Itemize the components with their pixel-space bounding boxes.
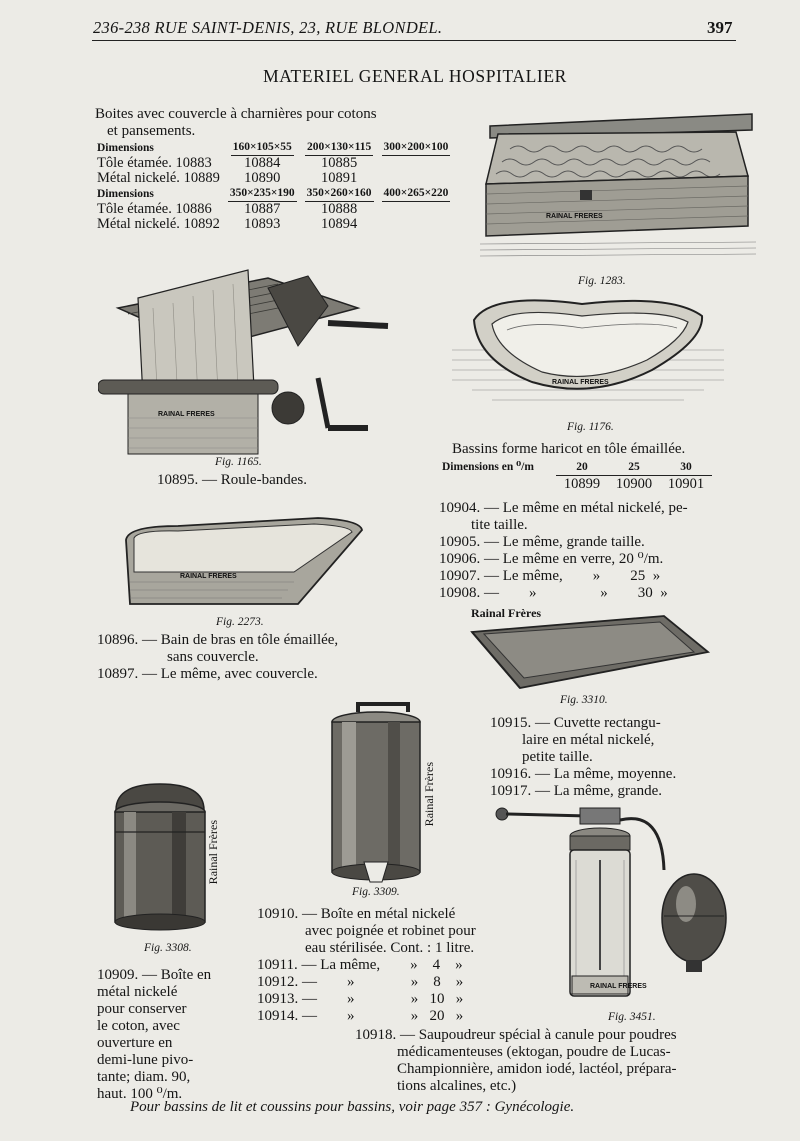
list-item: 10910. — Boîte en métal nickelé — [257, 906, 456, 922]
cuvette-brand: Rainal Frères — [471, 606, 542, 620]
list-item: 10915. — Cuvette rectangu- — [490, 715, 661, 731]
list-item: médicamenteuses (ektogan, poudre de Lucas- — [397, 1044, 671, 1060]
cotton-box-brand: Rainal Frères — [206, 820, 220, 885]
list-item: eau stérilisée. Cont. : 1 litre. — [305, 940, 475, 956]
list-item: 10914. — » » 20 » — [257, 1008, 464, 1024]
list-item: 10911. — La même, » 4 » — [257, 957, 463, 973]
fig-3451-caption: Fig. 3451. — [608, 1011, 656, 1023]
fig-3308-caption: Fig. 3308. — [144, 942, 192, 954]
fig-1283-caption: Fig. 1283. — [578, 275, 626, 287]
page-header-address: 236-238 RUE SAINT-DENIS, 23, RUE BLONDEL. — [93, 18, 443, 37]
powder-sprayer-illustration — [492, 800, 742, 1010]
list-item: 10904. — Le même en métal nickelé, pe- — [439, 500, 688, 516]
boxes-intro-line2: et pansements. — [107, 123, 196, 139]
ref-cell: 10888 — [320, 201, 358, 217]
boxes-intro-line1: Boites avec couvercle à charnières pour cotons — [95, 106, 377, 122]
dim-cell: 400×265×220 — [382, 186, 451, 202]
list-item: pour conserver — [97, 1001, 187, 1017]
ref-cell: 10894 — [320, 216, 358, 232]
cotton-box-illustration — [110, 780, 212, 932]
list-item: laire en métal nickelé, — [522, 732, 655, 748]
dim-cell: 300×200×100 — [382, 140, 451, 156]
ref-cell: 10899 — [556, 476, 608, 493]
list-item: 10908. — » » 30 » — [439, 585, 668, 601]
list-item: 10906. — Le même en verre, 20 ⁰/m. — [439, 551, 664, 567]
dims-label: Dimensions — [97, 187, 154, 200]
tole-label: Tôle étamée. 10883 — [97, 155, 212, 171]
list-item: 10916. — La même, moyenne. — [490, 766, 677, 782]
list-item: petite taille. — [522, 749, 593, 765]
ref-cell: 10890 — [244, 170, 281, 186]
ref-cell: 10887 — [244, 201, 281, 217]
list-item: Championnière, amidon iodé, lactéol, prépara- — [397, 1061, 677, 1077]
ref-cell: 10884 — [244, 155, 281, 171]
fig-2273-caption: Fig. 2273. — [216, 616, 264, 628]
water-box-brand: Rainal Frères — [422, 762, 436, 827]
list-item: 10907. — Le même, » 25 » — [439, 568, 661, 584]
list-item: sans couvercle. — [167, 649, 259, 665]
rectangular-tray-illustration — [468, 612, 712, 692]
size-cell: 25 — [628, 461, 640, 473]
list-item: 10909. — Boîte en — [97, 967, 212, 983]
page-number: 397 — [707, 18, 733, 37]
dims-label: Dimensions — [97, 141, 154, 154]
list-item: 10912. — » » 8 » — [257, 974, 464, 990]
ref-cell: 10893 — [244, 216, 281, 232]
engraving-brand: RAINAL FRERES — [590, 983, 647, 990]
ref-cell: 10901 — [660, 476, 712, 493]
size-cell: 20 — [576, 461, 588, 473]
list-item: 10913. — » » 10 » — [257, 991, 464, 1007]
list-item: 10905. — Le même, grande taille. — [439, 534, 645, 550]
list-item: ouverture en — [97, 1035, 173, 1051]
haricot-table — [438, 459, 712, 492]
list-item: avec poignée et robinet pour — [305, 923, 476, 939]
page-title: MATERIEL GENERAL HOSPITALIER — [263, 66, 567, 86]
list-item: demi-lune pivo- — [97, 1052, 194, 1068]
fig-1176-caption: Fig. 1176. — [567, 421, 614, 433]
list-item: métal nickelé — [97, 984, 178, 1000]
engraving-brand: RAINAL FRERES — [180, 573, 237, 580]
list-item: tante; diam. 90, — [97, 1069, 191, 1085]
list-item: le coton, avec — [97, 1018, 180, 1034]
list-item: 10917. — La même, grande. — [490, 783, 663, 799]
dim-cell: 200×130×115 — [305, 140, 373, 156]
size-cell: 30 — [680, 461, 692, 473]
list-item: tite taille. — [471, 517, 528, 533]
list-item: haut. 100 ⁰/m. — [97, 1086, 183, 1102]
fig-1165-caption: Fig. 1165. — [215, 456, 262, 468]
kidney-basin-illustration — [452, 290, 724, 415]
engraving-brand: RAINAL FRERES — [552, 379, 609, 386]
ref-cell: 10885 — [320, 155, 358, 171]
bandage-roller-illustration — [98, 268, 398, 458]
engraving-brand: RAINAL FRERES — [546, 213, 603, 220]
arm-bath-illustration — [118, 512, 366, 612]
tole-label: Tôle étamée. 10886 — [97, 201, 212, 217]
fig-3310-caption: Fig. 3310. — [560, 694, 608, 706]
roule-bandes-item: 10895. — Roule-bandes. — [157, 472, 307, 488]
list-item: 10897. — Le même, avec couvercle. — [97, 666, 318, 682]
list-item: tions alcalines, etc.) — [397, 1078, 517, 1094]
sprayer-text — [355, 1027, 677, 1095]
dim-cell: 350×235×190 — [228, 186, 297, 202]
dim-cell: 350×260×160 — [305, 186, 374, 202]
bain-text — [97, 632, 338, 683]
metal-label: Métal nickelé. 10892 — [97, 216, 220, 232]
haricot-title: Bassins forme haricot en tôle émaillée. — [452, 441, 686, 457]
metal-label: Métal nickelé. 10889 — [97, 170, 220, 186]
dim-cell: 160×105×55 — [231, 140, 294, 156]
hinged-box-illustration — [480, 104, 756, 266]
engraving-brand: RAINAL FRERES — [158, 411, 215, 418]
list-item: 10896. — Bain de bras en tôle émaillée, — [97, 632, 339, 648]
boxes-dimensions-table — [93, 140, 454, 232]
dims-label: Dimensions en ⁰/m — [442, 461, 534, 474]
cotton-box-text — [97, 967, 211, 1103]
ref-cell: 10900 — [608, 476, 660, 493]
header-rule — [92, 40, 736, 41]
ref-cell: 10891 — [320, 170, 358, 186]
cuvette-text — [490, 715, 676, 800]
page-footer: Pour bassins de lit et coussins pour bassins, voir page 357 : Gynécologie. — [130, 1099, 575, 1115]
haricot-variants — [439, 500, 688, 602]
water-box-text — [257, 906, 476, 1025]
boxes-intro — [95, 106, 377, 140]
list-item: 10918. — Saupoudreur spécial à canule pour poudres — [355, 1027, 677, 1043]
fig-3309-caption: Fig. 3309. — [352, 886, 400, 898]
